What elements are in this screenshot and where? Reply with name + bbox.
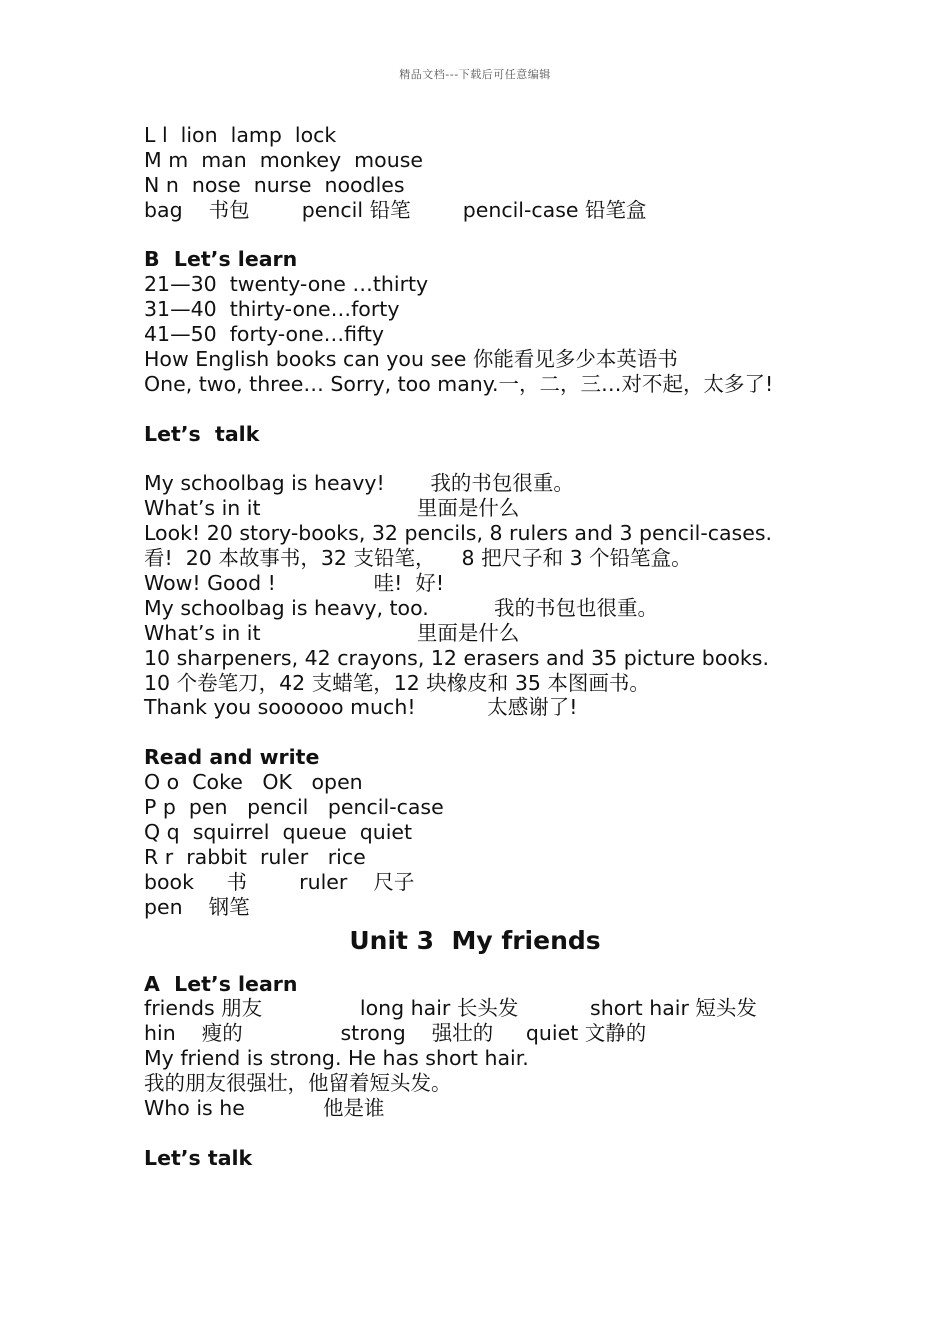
dialogue-line: 10 个卷笔刀，42 支蜡笔，12 块橡皮和 35 本图画书。 (144, 670, 650, 695)
dialogue-line: Thank you soooooo much! 太感谢了! (144, 695, 578, 720)
vocab-line: O o Coke OK open (144, 770, 363, 795)
section-heading: A Let’s learn (144, 971, 298, 996)
text-line: My friend is strong. He has short hair. (144, 1046, 529, 1071)
spacer (144, 720, 924, 745)
lets-talk-section (144, 422, 924, 721)
dialogue-line: 看! 20 本故事书，32 支铅笔， 8 把尺子和 3 个铅笔盒。 (144, 546, 692, 571)
spacer (144, 397, 924, 422)
vocab-line: N n nose nurse noodles (144, 172, 405, 197)
dialogue-line: My schoolbag is heavy, too. 我的书包也很重。 (144, 595, 658, 620)
section-heading: Let’s talk (144, 421, 260, 446)
vocab-line: R r rabbit ruler rice (144, 844, 366, 869)
a-lets-learn-section (144, 972, 924, 1121)
vocab-line: pen 钢笔 (144, 894, 250, 919)
text-line: 41—50 forty-one…fifty (144, 322, 385, 347)
b-lets-learn-section (144, 247, 924, 396)
section-heading: B Let’s learn (144, 247, 298, 272)
vocab-line: friends 朋友 long hair 长头发 short hair 短头发 (144, 996, 757, 1021)
document-body (144, 123, 924, 1171)
spacer (144, 1121, 924, 1146)
read-and-write-section (144, 745, 924, 919)
intro-vocab-block (144, 123, 924, 223)
vocab-line: L l lion lamp lock (144, 123, 337, 147)
vocab-line: Q q squirrel queue quiet (144, 819, 413, 844)
page-header: 精品文档---下载后可任意编辑 (399, 68, 551, 81)
text-line: 21—30 twenty-one …thirty (144, 272, 429, 297)
section-heading: Let’s talk (144, 1145, 253, 1170)
vocab-line: P p pen pencil pencil-case (144, 795, 444, 820)
text-line: How English books can you see 你能看见多少本英语书 (144, 347, 678, 372)
spacer (144, 447, 924, 472)
vocab-line: book 书 ruler 尺子 (144, 869, 415, 894)
lets-talk-section-2 (144, 1146, 924, 1171)
text-line: One, two, three… Sorry, too many.一，二，三…对不起，太多了! (144, 371, 774, 396)
section-heading: Read and write (144, 745, 320, 770)
text-line: Who is he 他是谁 (144, 1095, 385, 1120)
vocab-line: bag 书包 pencil 铅笔 pencil-case 铅笔盒 (144, 197, 647, 222)
dialogue-line: What’s in it 里面是什么 (144, 620, 520, 645)
dialogue-line: Look! 20 story-books, 32 pencils, 8 rulers and 3 pencil-cases. (144, 521, 773, 546)
dialogue-line: Wow! Good ! 哇! 好! (144, 571, 445, 596)
text-line: 我的朋友很强壮，他留着短头发。 (144, 1071, 452, 1096)
text-line: 31—40 thirty-one…forty (144, 297, 400, 322)
dialogue-line: What’s in it 里面是什么 (144, 496, 520, 521)
vocab-line: M m man monkey mouse (144, 147, 423, 172)
unit-title: Unit 3 My friends (349, 925, 601, 955)
dialogue-line: My schoolbag is heavy! 我的书包很重。 (144, 471, 574, 496)
dialogue-line: 10 sharpeners, 42 crayons, 12 erasers and 35 picture books. (144, 645, 769, 670)
vocab-line: hin 瘦的 strong 强壮的 quiet 文静的 (144, 1021, 647, 1046)
spacer (144, 223, 924, 248)
